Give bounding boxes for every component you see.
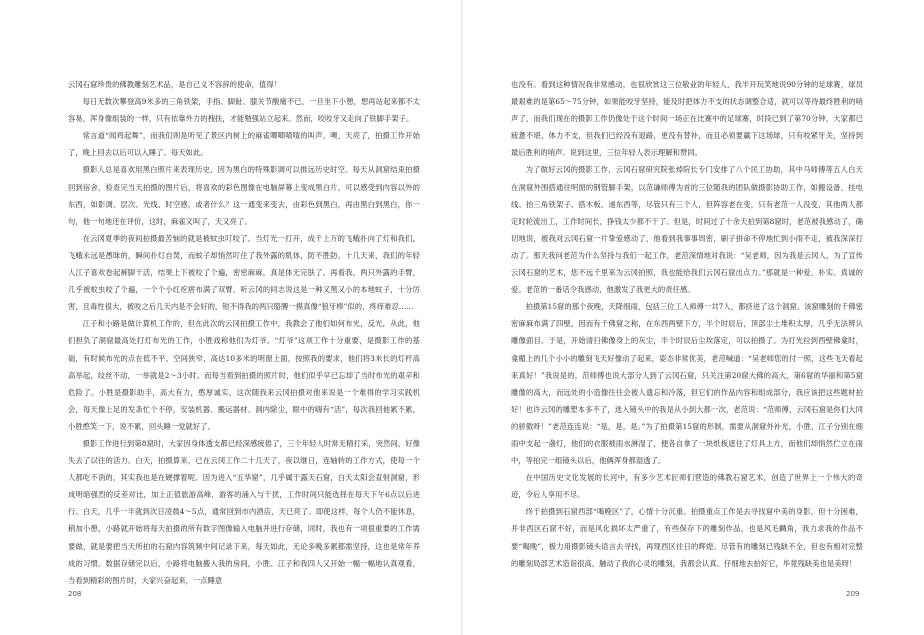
paragraph: 为了做好云冈的摄影工作，云冈石窟研究院张焯院长专门安排了八个民工协助，其中马师傅等五人白天在洞窟外围搭通往明窗的钢管脚手架，以范谦师傅为首的三位随我的团队做摄影协助工作，如搬设备、挂电线、抬三角铁架子、搭木板、递东西等，尽管只有三个人，但阵容老在变，只有老范一人没变，其他两人都定时轮流出工，工作时间长，挣钱太少都不干了。但是，时间过了十余天拍到第8窟时，老范被我感动了，确切地说，被我对云冈石窟一片挚爱感动了，他看到我事事周密，刷子拼命不停地忙到小雨不走，被我深深打动了。那天我问老范为什么坚持与我们一起工作，老范深情地对我说：“吴老师，因为我是云冈人，为了宣传云冈石窟的艺术，您不远千里来为云冈拍照，我也能给我们云冈石窟出点力。”那就是一种爱，朴实、真诚的爱。老范的一番话令我感动，他激发了我更大的责任感。: [511, 165, 863, 295]
right-page-text: [511, 76, 863, 572]
left-page-number: 208: [68, 590, 82, 598]
paragraph: 江子和小路是做计算机工作的，但在此次的云冈拍摄工作中，我教会了他们如何布光，反光，从此，他们担负了洞窟最高处打灯布光的工作，小胜戏称他们为灯爷。“灯爷”这项工作十分重要，是摄影工作的基础，有时候布光的点在低不平、空间狭窄，高达10多米的明窗上面，按照我的要求，他们将3米长的灯杆高高举起，纹丝不动，一举就是2～3小时。而每当看到拍摄的照片时，他们似乎早已忘却了当时布光的艰辛和危险了。小胜是摄影助手，高大有力，憨厚诚实，这次随我来云冈拍摄对他来说是一个难得的学习实践机会，每天像上足的发条忙个不停，安装机器、搬运器材、洞内除尘，眼中的嗨有“活”，每次我回他累不累，小胜憨笑一下，说不累，回头睡一觉就好了。: [68, 319, 420, 431]
paragraph: 常言道“闻鸡起舞”，而我们则是听见了景区内树上的麻雀唧唧喳喳的叫声。噢，天亮了，拍摄工作开始了，晚上回去以后可以入睡了。每天如此。: [68, 131, 420, 158]
paragraph: 也没有。看到这种情况我非常感动，也很欣赏这三位敬业的年轻人，我半开玩笑地说90分钟的足球赛，球员最艰难的是第65～75分钟，如果能咬牙坚持，能及时把体力不支的状态调整合适，就可以等待最终胜利的哨声了，而我们现在的摄影工作仍像处于这个时间一场正在比赛中的足球赛，时段已到了第70分钟，大家都已疲惫不堪，体力不支，但我们已经没有退路，更没有替补，而且必须要赢下这场球，只有咬紧牙关，坚持到最后胜利的哨声。说到这里，三位年轻人表示理解和赞同。: [511, 80, 863, 158]
paragraph: 摄影人总是喜欢用黑白照片来表现历史，因为黑白的特殊影调可以推远历史时空。每天从洞窟结束拍摄回到宿舍，检查完当天拍摄的图片后，将喜欢的彩色图像在电脑屏幕上变成黑白片，可以感受到内容以外的东西，如影调、层次、光线、时空感，或者什么？这一通变来变去，由彩色到黑白，再由黑白到黑白，你一句，他一句地还在评价，这时，麻雀又叫了，天又亮了。: [68, 165, 420, 226]
paragraph: 终于拍摄到石窟西部“喝晚区”了，心情十分沉重。拍摄重点工作是去寻找窟中美的身影，但十分困难，并非西区石窟不好，而是风化损坏太严重了，有些保存下的雕刻作品，也是风毛麟角，我力求我的作品不要“喝晚”，极力用摄影镜头语言去寻找，再现西区往日的辉煌。尽管有的雕刻已残缺不全，但也有相对完整的雕刻局部艺术造诣很高，触动了我的心灵的雕刻，我都会认真、仔细地去拍好它，毕竟残缺美也是美呀！: [511, 507, 863, 568]
paragraph: 在云冈夏季的夜间拍摄最苦恼的就是被蚊虫叮咬了。当灯光一打开，成千上万的飞蛾扑向了灯和我们，飞蛾永远是愚昧的，瞬间扑灯自焚，而蚊子却悄然叮住了我外露的肌体，防不胜防。十几天来，我们的年轻人江子喜欢卷起裤脚干活，结果上下被咬了个遍，密密麻麻，真是体无完肤了。再看我，两只外露的手臂，几乎被蚊虫咬了个遍，一个个小红疙瘩布满了双臂，听云冈的同志说这是一种又黑又小的本地蚊子，十分厉害，且毒性很大，被咬之后几天内是不会好的，钳不得我的两只胳膊一摸真像“狼牙棒”似的，疼痒难忍……: [68, 233, 420, 312]
paragraph: 云冈石窟珍贵的佛教雕刻艺术品，是自己义不容辞的使命，值得！: [68, 80, 282, 89]
right-page-number: 209: [846, 590, 860, 598]
page-gutter: [461, 0, 463, 635]
paragraph: 拍摄第15窟的那个夜晚，天降细雨，包括三位工人师傅一共7人，都挤进了这个洞窟。该窟雕刻的千佛密密麻麻布满了四壁，因而有千佛窟之称，在东西两壁下方，半个时辰后，顶部尘土堆积太厚，几乎无法辨认雕像面目。于是，开始清扫佛像身上的灰尘，半个时辰后尘埃落定，可以拍摄了。为打光拉到西壁佛龛时，龛楣上的几个小小的雕刻飞天好像动了起来，姿态非常优美，老范喊道：“吴老师您的付一照，这些飞天看起来真好！”我说是的，范师傅也说大部分人到了云冈石窟，只关注第20窟大佛的高大，第6窟的华丽和第5窟雕像的高大，而远处的小造像往往会被人遗忘和冷落，但它们的作品内容和组成部分，我应该把这些题材拍好！也许云冈的雕塑本多不了，选入镜头中的我是从小到大都一次，老范说：“范师傅，云冈石窟是你们大同的骄傲呀！”老范连连说：“是，是，是。”为了拍摄第15窟的形制，需要从洞窟外补光，小胜、江子分别在细雨中支起一盏灯，他们的衣服被雨水淋湿了，便各自拿了一块纸板遮住了灯具上方，而他们却悄然伫立在雨中，等拍完一组镜头以后，他俩浑身都湿透了。: [511, 302, 863, 466]
paragraph: 在中国历史文化发展的长河中，有多少艺术匠师们营造的佛教石窟艺术，创造了世界上一个伟大的奇迹，令后人享用不尽。: [511, 473, 863, 500]
paragraph: 每日无数次攀登高9米多的三角铁架，手指、脚趾、膝关节酸痛不已，一旦坐下小憩，想再站起来都不太容易，浑身像组装的一样，只有依靠外力的拽扶，才能勉强站立起来。然而，咬咬牙又走向了铁脚手架子。: [68, 97, 420, 124]
left-page-text: [68, 76, 420, 589]
paragraph: 摄影工作进行到第8窟时，大家因身体透支都已经深感疲倦了，三个年轻人时常无精打采，突然间，好像失去了以往的活力。白天，拍摄算来，已在云冈工作二十几天了，夜以继日，连轴转的工作方式，使每一个人都吃不消的，其实我也是在硬撑着呢。因为进入“五华窟”，几乎属于露天石窟，白天太阳会直射洞窟，形成明暗强烈的反差对比，加上正值旅游高峰，游客的涌入与干扰，工作时间只能选择在每天下午6点以后进行。白天，几乎一半就到次日凌晨4～5点，通常回到市内酒店，天已亮了。即使这样，每个人仍不能休息，稍加小憩，小路就开始将每天拍摄的所有数字图像输入电脑并进行存储，同时，我也有一项很重要的工作需要做，就是要把当天所拍的石窟内容筑频中间记录下来，每天如此，无论多晚多累都需坚持，这也是常年养成的习惯。数据存储完以后，小路将电脑搬入我的房间，小胜、江子和我四人又开始一幅一幅地认真观看，当看到精彩的图片时，大家兴奋起来，一点睡意: [68, 438, 420, 585]
